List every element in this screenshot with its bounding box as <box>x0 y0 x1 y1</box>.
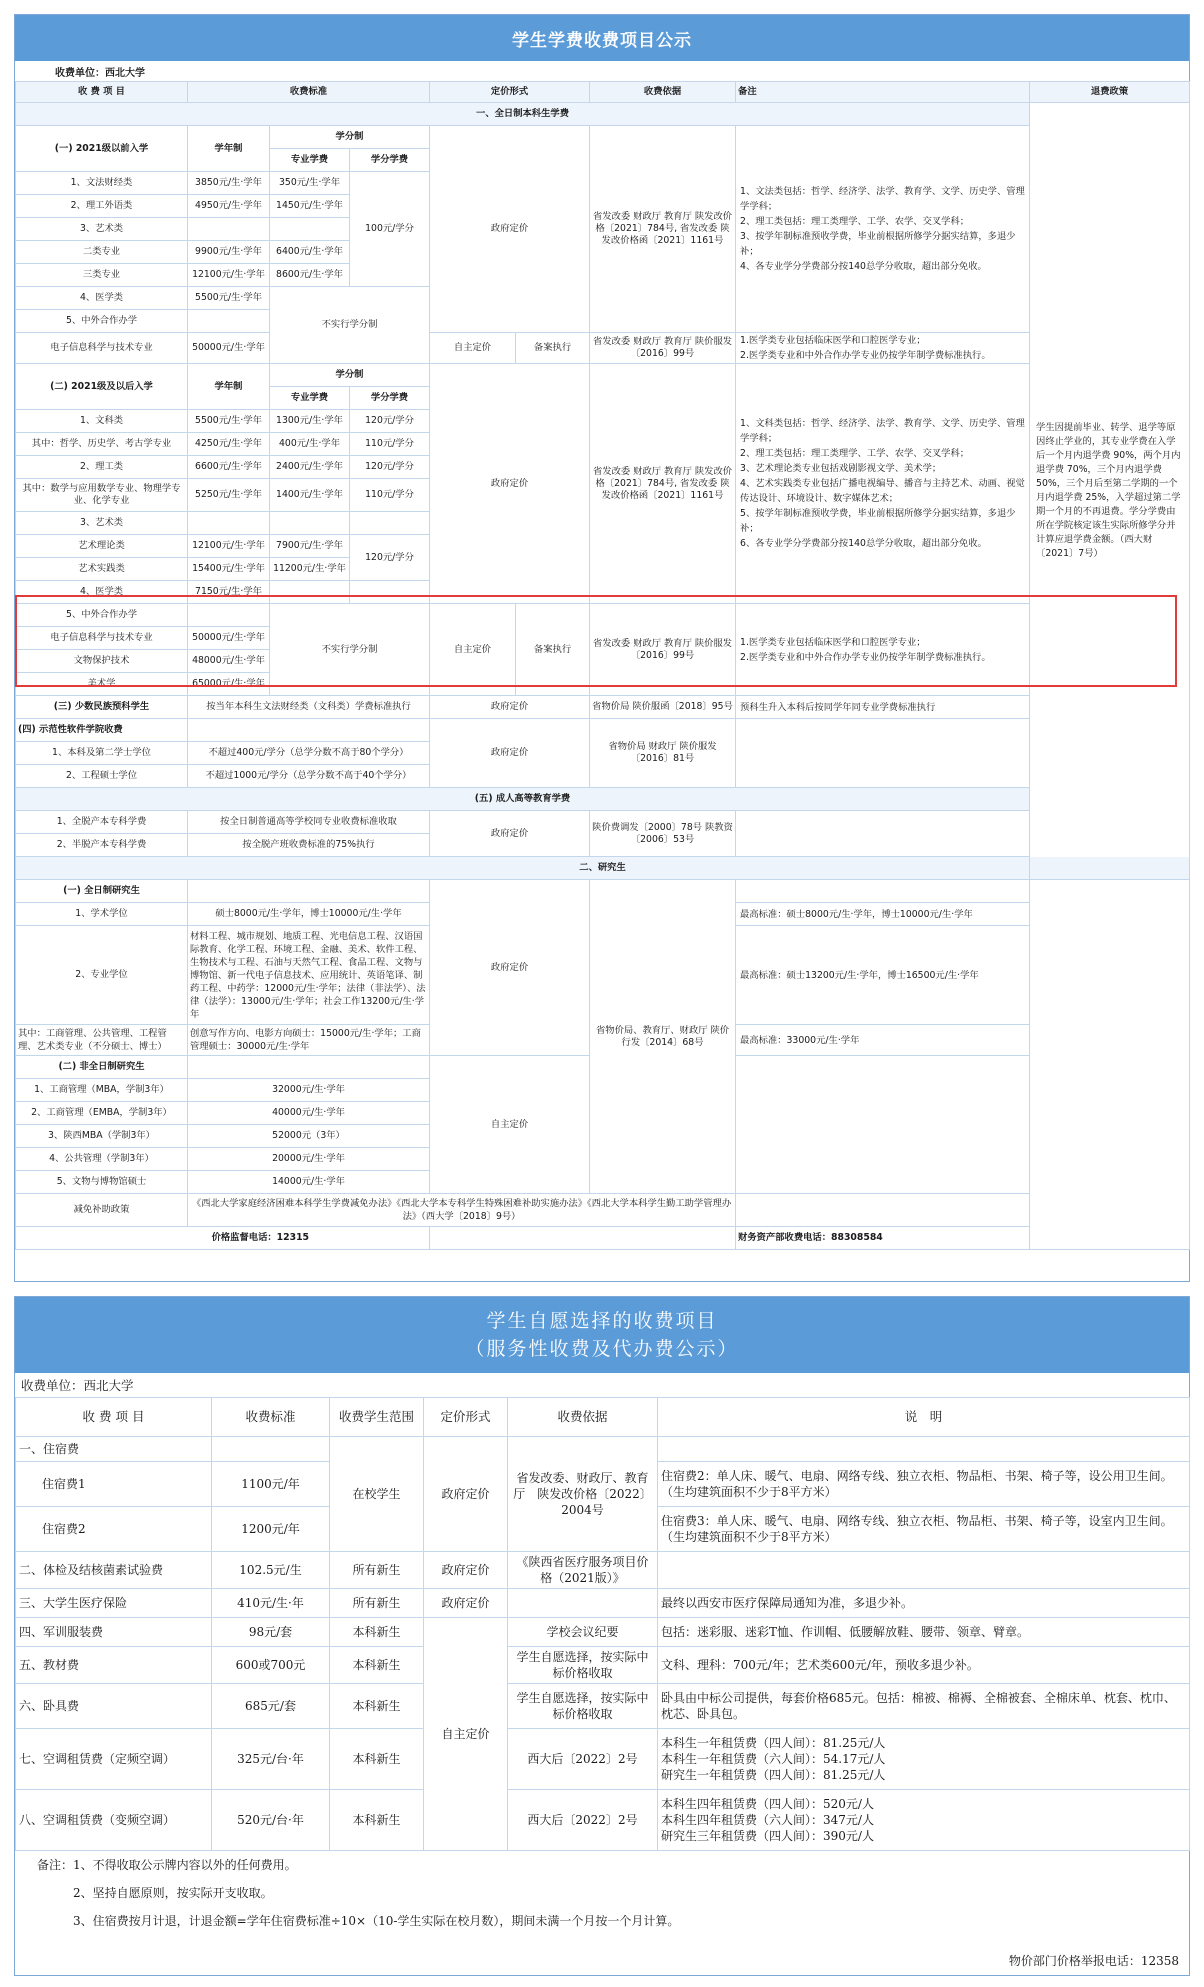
note-line: 1、文法类包括：哲学、经济学、法学、教育学、文学、历史学、管理学学科； <box>740 186 1025 212</box>
item-name: 一、住宿费 <box>16 1437 212 1462</box>
report-tel: 物价部门价格举报电话：12358 <box>1008 1954 1179 1968</box>
note: 预科生升入本科后按同学年同专业学费标准执行 <box>736 696 1030 719</box>
basis: 《陕西省医疗服务项目价格（2021版）》 <box>508 1552 658 1589</box>
item-name: 六、卧具费 <box>16 1684 212 1729</box>
col-credit: 学分制 <box>270 126 430 149</box>
standard: 102.5元/生 <box>212 1552 330 1589</box>
section-undergrad: 一、全日制本科生学费 <box>16 103 1030 126</box>
item-name: 5、中外合作办学 <box>16 604 188 627</box>
major-fee: 350元/生·学年 <box>270 172 350 195</box>
scope: 本科新生 <box>330 1618 424 1647</box>
scope: 本科新生 <box>330 1684 424 1729</box>
item-name: 3、艺术类 <box>16 218 188 241</box>
col-major: 专业学费 <box>270 149 350 172</box>
service-panel <box>14 1296 1190 1976</box>
standard: 按全日制普通高等学校同专业收费标准收取 <box>188 811 430 834</box>
pricing: 政府定价 <box>424 1437 508 1552</box>
item-name: 4、医学类 <box>16 581 188 604</box>
note-line: 4、艺术实践类专业包括广播电视编导、播音与主持艺术、动画、视觉传达设计、环境设计、数字媒体艺术； <box>740 478 1025 504</box>
table-row <box>16 333 1190 364</box>
note-line: 本科生一年租赁费（六人间）：54.17元/人 <box>661 1752 886 1766</box>
standard: 98元/套 <box>212 1618 330 1647</box>
scope: 本科新生 <box>330 1729 424 1790</box>
header-pricing: 定价形式 <box>424 1398 508 1437</box>
g2-basis2: 省发改委 财政厅 教育厅 陕价服发〔2016〕99号 <box>590 604 736 696</box>
filing: 备案执行 <box>516 333 590 364</box>
standard: 52000元（3年） <box>188 1125 430 1148</box>
group1-title: (一) 2021级以前入学 <box>16 126 188 172</box>
pricing: 政府定价 <box>424 1589 508 1618</box>
major-fee: 8600元/生·学年 <box>270 264 350 287</box>
year-fee: 5500元/生·学年 <box>188 410 270 433</box>
basis: 陕价费调发〔2000〕78号 陕教资〔2006〕53号 <box>590 811 736 857</box>
table-row <box>16 1647 1190 1684</box>
note-line: 3、住宿费按月计退，计退金额=学年住宿费标准÷10×（10-学生实际在校月数），期间未满一个月按一个月计算。 <box>73 1914 680 1928</box>
tuition-panel <box>14 14 1190 1282</box>
major-fee <box>270 512 350 535</box>
table-row <box>16 1437 1190 1462</box>
table-row <box>16 719 1190 742</box>
year-fee: 4950元/生·学年 <box>188 195 270 218</box>
item-name: 1、文科类 <box>16 410 188 433</box>
note-line: 4、各专业学分学费部分按140总学分收取，超出部分免收。 <box>740 261 987 272</box>
item-name: 文物保护技术 <box>16 650 188 673</box>
header-standard: 收费标准 <box>212 1398 330 1437</box>
scope: 所有新生 <box>330 1552 424 1589</box>
year-fee: 4250元/生·学年 <box>188 433 270 456</box>
note: 最终以西安市医疗保障局通知为准，多退少补。 <box>658 1589 1190 1618</box>
note: 最高标准：硕士13200元/生·学年，博士16500元/生·学年 <box>736 926 1030 1025</box>
header-notes: 备注 <box>736 82 1030 103</box>
standard: 20000元/生·学年 <box>188 1148 430 1171</box>
basis: 学校会议纪要 <box>508 1618 658 1647</box>
item-name: 住宿费2 <box>16 1507 212 1552</box>
g1-notes2 <box>736 333 1030 364</box>
year-fee: 7150元/生·学年 <box>188 581 270 604</box>
standard: 14000元/生·学年 <box>188 1171 430 1194</box>
item-name: 1、全脱产本专科学费 <box>16 811 188 834</box>
note-line: 2.医学类专业和中外合作办学专业仍按学年制学费标准执行。 <box>740 350 991 361</box>
scope: 本科新生 <box>330 1647 424 1684</box>
year-fee: 48000元/生·学年 <box>188 650 270 673</box>
credit-fee <box>350 581 430 604</box>
item-name: 住宿费1 <box>16 1462 212 1507</box>
standard: 按全脱产班收费标准的75%执行 <box>188 834 430 857</box>
header-basis: 收费依据 <box>590 82 736 103</box>
group2-title: (二) 2021级及以后入学 <box>16 364 188 410</box>
credit-fee: 120元/学分 <box>350 456 430 479</box>
item-name: 1、文法财经类 <box>16 172 188 195</box>
service-unit: 收费单位：西北大学 <box>21 1378 134 1393</box>
g1-basis: 省发改委 财政厅 教育厅 陕发改价格〔2021〕784号, 省发改委 陕发改价格函〔2021〕1161号 <box>590 126 736 333</box>
year-fee <box>188 512 270 535</box>
note-line: 1.医学类专业包括临床医学和口腔医学专业； <box>740 335 926 346</box>
col-major: 专业学费 <box>270 387 350 410</box>
scope: 所有新生 <box>330 1589 424 1618</box>
pricing: 政府定价 <box>430 811 590 857</box>
year-fee <box>188 218 270 241</box>
self-pricing: 自主定价 <box>430 604 516 696</box>
header-row <box>16 1398 1190 1437</box>
header-standard: 收费标准 <box>188 82 430 103</box>
major-fee: 6400元/生·学年 <box>270 241 350 264</box>
note-line: 备注：1、不得收取公示牌内容以外的任何费用。 <box>37 1858 297 1872</box>
basis: 学生自愿选择，按实际中标价格收取 <box>508 1647 658 1684</box>
item-name: 4、公共管理（学制3年） <box>16 1148 188 1171</box>
basis: 省发改委、财政厅、教育厅 陕发改价格〔2022〕2004号 <box>508 1437 658 1552</box>
g1-pricing: 政府定价 <box>430 126 590 333</box>
item-name: 八、空调租赁费（变频空调） <box>16 1790 212 1851</box>
year-fee: 9900元/生·学年 <box>188 241 270 264</box>
note-line: 本科生一年租赁费（四人间）：81.25元/人 <box>661 1736 886 1750</box>
standard: 600或700元 <box>212 1647 330 1684</box>
item-name: 2、工商管理（EMBA，学制3年） <box>16 1102 188 1125</box>
credit-fee: 120元/学分 <box>350 535 430 581</box>
header-basis: 收费依据 <box>508 1398 658 1437</box>
year-fee: 3850元/生·学年 <box>188 172 270 195</box>
credit-fee: 100元/学分 <box>350 172 430 287</box>
pricing: 自主定价 <box>430 1056 590 1194</box>
service-table <box>15 1397 1190 1851</box>
note-line: 2、理工类包括：理工类理学、工学、农学、交叉学科； <box>740 216 970 227</box>
item-name: 二、体检及结核菌素试验费 <box>16 1552 212 1589</box>
section-grad: 二、研究生 <box>16 857 1190 880</box>
standard: 材料工程、城市规划、地质工程、光电信息工程、汉语国际教育、化学工程、环境工程、金融、美术、软件工程、生物技术与工程、石油与天然气工程、食品工程、文物与博物馆、新一代电子信息技术、应用统计、英语笔译、制药工程、中药学：12000元/生·学年；法律（非法学）、法律（法学）：13000元/生·学年；社会工作13200元/生·学年 <box>188 926 430 1025</box>
service-notes <box>15 1851 1189 1935</box>
basis: 省物价局 财政厅 陕价服发〔2016〕81号 <box>590 719 736 788</box>
item-name: 其中：哲学、历史学、考古学专业 <box>16 433 188 456</box>
note: 住宿费2：单人床、暖气、电扇、网络专线、独立衣柜、物品柜、书架、椅子等，设公用卫生间。（生均建筑面积不少于8平方米） <box>658 1462 1190 1507</box>
g2-pricing: 政府定价 <box>430 364 590 604</box>
basis: 省物价局、教育厅、财政厅 陕价行发〔2014〕68号 <box>590 880 736 1194</box>
item-name: 四、军训服装费 <box>16 1618 212 1647</box>
note-line: 2、坚持自愿原则，按实际开支收取。 <box>73 1886 273 1900</box>
item-name: 1、本科及第二学士学位 <box>16 742 188 765</box>
item-name: 艺术实践类 <box>16 558 188 581</box>
item-name: 七、空调租赁费（定频空调） <box>16 1729 212 1790</box>
tuition-unit: 收费单位：西北大学 <box>55 67 145 79</box>
note <box>658 1729 1190 1790</box>
note-line: 3、艺术理论类专业包括戏剧影视文学、美术学； <box>740 463 942 474</box>
no-credit: 不实行学分制 <box>270 604 430 696</box>
note-line: 1.医学类专业包括临床医学和口腔医学专业； <box>740 636 926 648</box>
year-fee: 50000元/生·学年 <box>188 333 270 364</box>
major-fee: 7900元/生·学年 <box>270 535 350 558</box>
note-line: 1、文科类包括：哲学、经济学、法学、教育学、文学、历史学、管理学学科； <box>740 418 1025 444</box>
table-row <box>16 1194 1190 1227</box>
pricing: 自主定价 <box>424 1618 508 1851</box>
year-fee: 5250元/生·学年 <box>188 479 270 512</box>
item-name: 4、医学类 <box>16 287 188 310</box>
section-row <box>16 788 1190 811</box>
header-refund: 退费政策 <box>1030 82 1190 103</box>
table-row <box>16 604 1190 627</box>
section-adult: (五) 成人高等教育学费 <box>16 788 1030 811</box>
item-name: 1、学术学位 <box>16 903 188 926</box>
scope: 本科新生 <box>330 1790 424 1851</box>
table-row <box>16 1552 1190 1589</box>
standard: 创意写作方向、电影方向硕士：15000元/生·学年；工商管理硕士：30000元/生·学年 <box>188 1025 430 1056</box>
tuition-table <box>15 81 1190 1250</box>
credit-fee: 110元/学分 <box>350 433 430 456</box>
note-line: 研究生三年租赁费（四人间）：390元/人 <box>661 1829 874 1843</box>
g2-notes <box>736 364 1030 604</box>
standard: 40000元/生·学年 <box>188 1102 430 1125</box>
credit-fee: 110元/学分 <box>350 479 430 512</box>
header-item: 收 费 项 目 <box>16 82 188 103</box>
g1-notes <box>736 126 1030 333</box>
basis: 省物价局 陕价服函〔2018〕95号 <box>590 696 736 719</box>
header-scope: 收费学生范围 <box>330 1398 424 1437</box>
group4-title: (四) 示范性软件学院收费 <box>16 719 188 742</box>
item-name: 其中：数学与应用数学专业、物理学专业、化学专业 <box>16 479 188 512</box>
col-credit: 学分制 <box>270 364 430 387</box>
basis: 西大后〔2022〕2号 <box>508 1729 658 1790</box>
item-name: 五、教材费 <box>16 1647 212 1684</box>
tuition-title: 学生学费收费项目公示 <box>15 15 1189 61</box>
year-fee: 65000元/生·学年 <box>188 673 270 696</box>
item-name: 2、半脱产本专科学费 <box>16 834 188 857</box>
table-row <box>16 1589 1190 1618</box>
basis: 西大后〔2022〕2号 <box>508 1790 658 1851</box>
col-year: 学年制 <box>188 126 270 172</box>
standard: 不超过1000元/学分（总学分数不高于40个学分） <box>188 765 430 788</box>
note-line: 本科生四年租赁费（四人间）：520元/人 <box>661 1797 874 1811</box>
note: 住宿费3：单人床、暖气、电扇、网络专线、独立衣柜、物品柜、书架、椅子等，设室内卫生间。（生均建筑面积不少于8平方米） <box>658 1507 1190 1552</box>
note: 包括：迷彩服、迷彩T恤、作训帽、低腰解放鞋、腰带、领章、臂章。 <box>658 1618 1190 1647</box>
year-fee <box>188 604 270 627</box>
note: 最高标准：硕士8000元/生·学年，博士10000元/生·学年 <box>736 903 1030 926</box>
major-fee <box>270 218 350 241</box>
header-notes: 说 明 <box>658 1398 1190 1437</box>
item-name: 2、理工类 <box>16 456 188 479</box>
table-row <box>16 1618 1190 1647</box>
standard: 1200元/年 <box>212 1507 330 1552</box>
col-creditfee: 学分学费 <box>350 149 430 172</box>
note-line: 5、按学年制标准预收学费，毕业前根据所修学分据实结算，多退少补； <box>740 508 1016 534</box>
item-name: 5、中外合作办学 <box>16 310 188 333</box>
service-title <box>15 1297 1189 1373</box>
pricing: 政府定价 <box>430 719 590 788</box>
standard: 1100元/年 <box>212 1462 330 1507</box>
basis: 学生自愿选择，按实际中标价格收取 <box>508 1684 658 1729</box>
table-row <box>16 1790 1190 1851</box>
note <box>658 1790 1190 1851</box>
note-line: 3、按学年制标准预收学费，毕业前根据所修学分据实结算，多退少补； <box>740 231 1016 257</box>
standard: 325元/台·年 <box>212 1729 330 1790</box>
table-row <box>16 696 1190 719</box>
note: 文科、理科：700元/年；艺术类600元/年，预收多退少补。 <box>658 1647 1190 1684</box>
item-name: 2、专业学位 <box>16 926 188 1025</box>
group3-title: (三) 少数民族预科学生 <box>16 696 188 719</box>
standard: 按当年本科生文法财经类（文科类）学费标准执行 <box>188 696 430 719</box>
year-fee: 12100元/生·学年 <box>188 264 270 287</box>
major-fee: 2400元/生·学年 <box>270 456 350 479</box>
note: 最高标准：33000元/生·学年 <box>736 1025 1030 1056</box>
section-row <box>16 857 1190 880</box>
standard: 32000元/生·学年 <box>188 1079 430 1102</box>
reduce-text: 《西北大学家庭经济困难本科学生学费减免办法》《西北大学本专科学生特殊困难补助实施办法》《西北大学本科学生勤工助学管理办法》（西大学〔2018〕9号） <box>188 1194 736 1227</box>
item-name: 电子信息科学与技术专业 <box>16 333 188 364</box>
standard: 685元/套 <box>212 1684 330 1729</box>
service-title-line2: （服务性收费及代办费公示） <box>465 1338 739 1360</box>
standard: 不超过400元/学分（总学分数不高于80个学分） <box>188 742 430 765</box>
major-fee: 11200元/生·学年 <box>270 558 350 581</box>
col-year: 学年制 <box>188 364 270 410</box>
item-name: 3、陕西MBA（学制3年） <box>16 1125 188 1148</box>
major-fee: 400元/生·学年 <box>270 433 350 456</box>
col-creditfee: 学分学费 <box>350 387 430 410</box>
standard: 410元/生·年 <box>212 1589 330 1618</box>
year-fee: 6600元/生·学年 <box>188 456 270 479</box>
table-row <box>16 811 1190 834</box>
item-name: 电子信息科学与技术专业 <box>16 627 188 650</box>
year-fee: 50000元/生·学年 <box>188 627 270 650</box>
refund-policy: 学生因提前毕业、转学、退学等原因终止学业的，其专业学费在入学后一个月内退学费 90%，两个月内退学费 70%，三个月内退学费 50%，三个月后至第二学期的一个月内退学费 25%，入学超过第二学期一个月的不再退费。学分学费由所在学院核定该生实际所修学分并计算应退学费金额。（西大财〔2021〕7号） <box>1030 103 1190 880</box>
scope: 在校学生 <box>330 1437 424 1552</box>
pricing: 政府定价 <box>424 1552 508 1589</box>
pricing: 政府定价 <box>430 696 590 719</box>
header-row <box>16 82 1190 103</box>
g2-basis: 省发改委 财政厅 教育厅 陕发改价格〔2021〕784号, 省发改委 陕发改价格函〔2021〕1161号 <box>590 364 736 604</box>
self-pricing: 自主定价 <box>430 333 516 364</box>
note-line: 2、理工类包括：理工类理学、工学、农学、交叉学科； <box>740 448 970 459</box>
table-row <box>16 126 1190 149</box>
major-fee: 1450元/生·学年 <box>270 195 350 218</box>
note: 卧具由中标公司提供，每套价格685元。包括：棉被、棉褥、全棉被套、全棉床单、枕套、枕巾、枕芯、卧具包。 <box>658 1684 1190 1729</box>
item-name: 三、大学生医疗保险 <box>16 1589 212 1618</box>
header-pricing: 定价形式 <box>430 82 590 103</box>
filing: 备案执行 <box>516 604 590 696</box>
year-fee <box>188 310 270 333</box>
g1-basis2: 省发改委 财政厅 教育厅 陕价服发〔2016〕99号 <box>590 333 736 364</box>
note-line: 2.医学类专业和中外合作办学专业仍按学年制学费标准执行。 <box>740 651 991 663</box>
credit-fee: 120元/学分 <box>350 410 430 433</box>
no-credit: 不实行学分制 <box>270 287 430 364</box>
year-fee: 12100元/生·学年 <box>188 535 270 558</box>
item-name: 艺术理论类 <box>16 535 188 558</box>
footer-row <box>16 1227 1190 1250</box>
price-tel: 价格监督电话：12315 <box>16 1227 430 1250</box>
item-name: 三类专业 <box>16 264 188 287</box>
table-row <box>16 1729 1190 1790</box>
pricing: 政府定价 <box>430 880 590 1056</box>
standard: 520元/台·年 <box>212 1790 330 1851</box>
header-item: 收 费 项 目 <box>16 1398 212 1437</box>
service-title-line1: 学生自愿选择的收费项目 <box>486 1310 718 1332</box>
year-fee: 15400元/生·学年 <box>188 558 270 581</box>
note-line: 研究生一年租赁费（四人间）：81.25元/人 <box>661 1768 886 1782</box>
table-row <box>16 364 1190 387</box>
g2-notes2 <box>736 604 1030 696</box>
credit-fee <box>350 512 430 535</box>
item-name: 2、工程硕士学位 <box>16 765 188 788</box>
standard: 硕士8000元/生·学年，博士10000元/生·学年 <box>188 903 430 926</box>
note-line: 本科生四年租赁费（六人间）：347元/人 <box>661 1813 874 1827</box>
item-name: 减免补助政策 <box>16 1194 188 1227</box>
item-name: 3、艺术类 <box>16 512 188 535</box>
major-fee: 1300元/生·学年 <box>270 410 350 433</box>
item-name: 二类专业 <box>16 241 188 264</box>
item-name: 5、文物与博物馆硕士 <box>16 1171 188 1194</box>
major-fee <box>270 581 350 604</box>
item-name: 2、理工外语类 <box>16 195 188 218</box>
item-name: 其中：工商管理、公共管理、工程管理、艺术类专业（不分硕士、博士） <box>16 1025 188 1056</box>
finance-tel: 财务资产部收费电话：88308584 <box>736 1227 1030 1250</box>
table-row <box>16 1684 1190 1729</box>
grad2-title: (二) 非全日制研究生 <box>16 1056 188 1079</box>
major-fee: 1400元/生·学年 <box>270 479 350 512</box>
year-fee: 5500元/生·学年 <box>188 287 270 310</box>
item-name: 美术学 <box>16 673 188 696</box>
table-row <box>16 880 1190 903</box>
note-line: 6、各专业学分学费部分按140总学分收取，超出部分免收。 <box>740 538 987 549</box>
item-name: 1、工商管理（MBA，学制3年） <box>16 1079 188 1102</box>
grad1-title: (一) 全日制研究生 <box>16 880 188 903</box>
section-row <box>16 103 1190 126</box>
